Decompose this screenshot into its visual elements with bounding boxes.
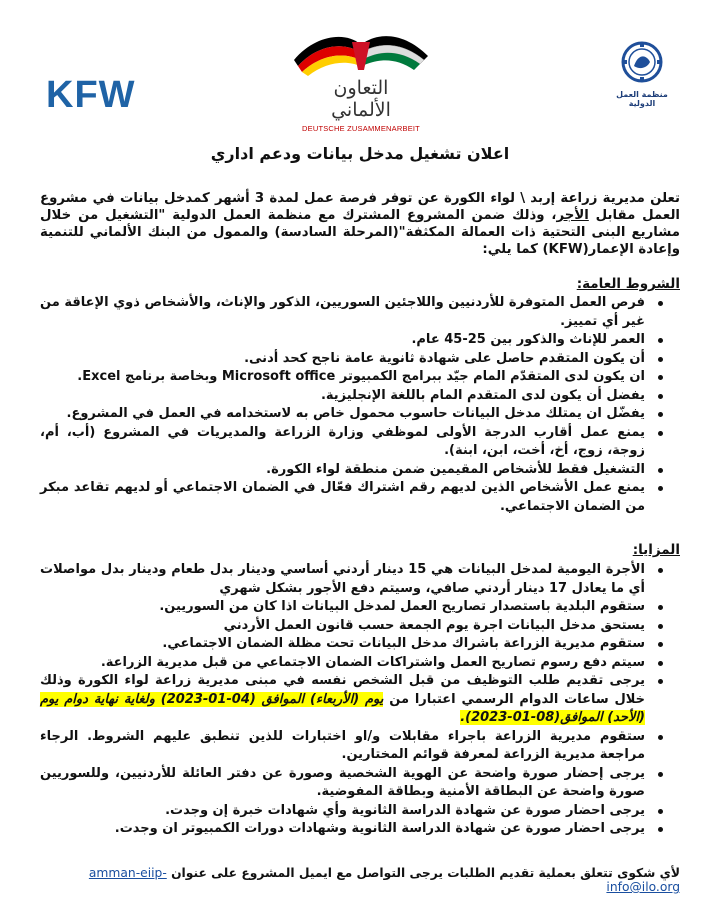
giz-arabic-line2: الألماني xyxy=(331,99,391,121)
contact-email-link[interactable]: amman-eiip-info@ilo.org xyxy=(88,866,680,894)
ilo-logo xyxy=(602,40,682,108)
intro-part3: ، وذلك ضمن المشروع المشترك مع منظمة العمل الدولية "التشغيل من خلال مشاريع البنى التحتية ذات العمالة المكثفة"(المرحلة السادسة) والممول من البنك الألماني للتنمية وإعادة الإعمار(KFW) كما يلي: xyxy=(40,208,680,257)
list-item: الأجرة اليومية لمدخل البيانات هي 15 دينار أردني أساسي ودينار بدل طعام ودينار بدل مواصلات أي ما يعادل 17 دينار أردني صافي، وسيتم دفع الأجور بشكل شهري xyxy=(40,561,665,598)
footer-text: لأي شكوى تتعلق بعملية تقديم الطلبات يرجى التواصل مع ايميل المشروع على عنوان xyxy=(171,866,680,880)
benefits-list xyxy=(40,561,665,839)
conditions-heading: الشروط العامة: xyxy=(576,276,680,292)
giz-logo xyxy=(286,30,436,133)
intro-part1: تعلن مديرية زراعة إربد \ لواء الكورة عن توفر فرصة عمل لمدة 3 أشهر كمدخل بيانات في مشروع العمل مقابل xyxy=(40,191,680,223)
footer-note xyxy=(40,866,680,894)
list-item: يمنع عمل أقارب الدرجة الأولى لموظفي وزارة الزراعة والمديريات في المشروع (أب، أم، زوجة، زوج، أخ، أخت، ابن، ابنة). xyxy=(40,424,665,461)
list-item: يستحق مدخل البيانات اجرة يوم الجمعة حسب قانون العمل الأردني xyxy=(40,617,665,636)
benefits-heading: المزايا: xyxy=(632,542,680,558)
list-item: أن يكون المتقدم حاصل على شهادة ثانوية عامة ناجح كحد أدنى. xyxy=(40,350,665,369)
list-item: يفضّل ان يمتلك مدخل البيانات حاسوب محمول خاص به لاستخدامه في العمل في المشروع. xyxy=(40,405,665,424)
giz-english-label: DEUTSCHE ZUSAMMENARBEIT xyxy=(302,124,420,133)
list-item: يرجى احضار صورة عن شهادة الدراسة الثانوية وشهادات دورات الكمبيوتر ان وجدت. xyxy=(40,820,665,839)
intro-part2: الأجر xyxy=(556,208,589,223)
list-item: ستقوم البلدية باستصدار تصاريح العمل لمدخل البيانات اذا كان من السوريين. xyxy=(40,598,665,617)
flags-swoosh-icon xyxy=(286,30,436,76)
apply-dates-highlight: يوم (الأربعاء) الموافق (04-01-2023) ولغاية نهاية دوام يوم (الأحد) الموافق(08-01-2023). xyxy=(40,691,645,725)
list-item: ستقوم مديرية الزراعة باجراء مقابلات و/او اختبارات للذين تنطبق عليهم الشروط. الرجاء مراجعة مديرية الزراعة لمعرفة قوائم المختارين. xyxy=(40,728,665,765)
list-item: يرجى احضار صورة عن شهادة الدراسة الثانوية وأي شهادات خبرة إن وجدت. xyxy=(40,802,665,821)
list-item: يرجى إحضار صورة واضحة عن الهوية الشخصية وصورة عن دفتر العائلة للأردنيين، وللسوريين صورة واضحة عن البطاقة الأمنية وبطاقة المفوضية. xyxy=(40,765,665,802)
ilo-emblem-icon xyxy=(620,40,664,84)
intro-paragraph xyxy=(40,190,680,258)
conditions-list xyxy=(40,294,665,516)
list-item: التشغيل فقط للأشخاص المقيمين ضمن منطقة لواء الكورة. xyxy=(40,461,665,480)
list-item: سيتم دفع رسوم تصاريح العمل واشتراكات الضمان الاجتماعي من قبل مديرية الزراعة. xyxy=(40,654,665,673)
list-item: ان يكون لدى المتقدّم المام جيّد ببرامج الكمبيوتر Microsoft office وبخاصة برنامج Excel. xyxy=(40,368,665,387)
announcement-title: اعلان تشغيل مدخل بيانات ودعم اداري xyxy=(210,144,510,163)
list-item: ستقوم مديرية الزراعة باشراك مدخل البيانات تحت مظلة الضمان الاجتماعي. xyxy=(40,635,665,654)
apply-item xyxy=(40,672,665,728)
list-item: فرص العمل المتوفرة للأردنيين واللاجئين السوريين، الذكور والإناث، والأشخاص ذوي الإعاقة من غير أي تمييز. xyxy=(40,294,665,331)
ilo-label: منظمة العمل الدولية xyxy=(616,90,668,108)
apply-text: يرجى تقديم طلب التوظيف من قبل الشخص نفسه في مبنى مديرية زراعة لواء الكورة وذلك خلال ساعات الدوام الرسمي اعتبارا من xyxy=(40,673,646,707)
kfw-logo: KFW xyxy=(46,74,136,116)
list-item: العمر للإناث والذكور بين 25-45 عام. xyxy=(40,331,665,350)
list-item: يفضل أن يكون لدى المتقدم المام باللغة الإنجليزية. xyxy=(40,387,665,406)
list-item: يمنع عمل الأشخاص الذين لديهم رقم اشتراك فعّال في الضمان الاجتماعي أو لديهم تقاعد مبكر من الضمان الاجتماعي. xyxy=(40,479,665,516)
giz-arabic-line1: التعاون xyxy=(333,77,389,99)
